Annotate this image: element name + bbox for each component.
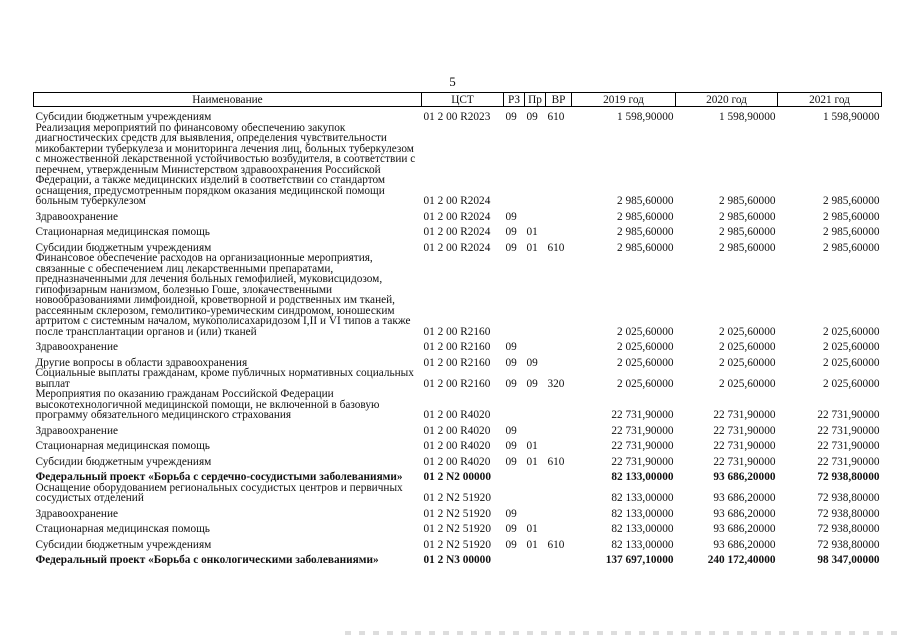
cell-cst: 01 2 00 R4020	[423, 440, 491, 452]
cell-cst: 01 2 N2 51920	[423, 507, 491, 520]
table-row	[34, 238, 882, 254]
cell-vr	[546, 467, 572, 483]
cell-2019: 82 133,00000	[611, 507, 674, 520]
cell-2021: 2 985,60000	[823, 241, 880, 254]
cell-cst: 01 2 00 R2024	[423, 241, 491, 254]
cell-name: Здравоохранение	[35, 424, 119, 437]
cell-2019: 82 133,00000	[611, 538, 674, 551]
cell-name: Федеральный проект «Борьба с онкологическими заболеваниями»	[35, 554, 379, 566]
cell-cst: 01 2 N3 00000	[423, 554, 491, 566]
header-rz: РЗ	[504, 93, 525, 107]
cell-vr	[546, 337, 572, 353]
cell-vr	[546, 550, 572, 566]
table-row	[34, 452, 882, 468]
cell-2020: 2 025,60000	[719, 356, 776, 369]
cell-2021: 2 985,60000	[823, 226, 880, 238]
cell-vr	[546, 222, 572, 238]
cell-name: Здравоохранение	[35, 210, 119, 223]
cell-2021: 22 731,90000	[817, 409, 880, 421]
cell-2019: 82 133,00000	[611, 471, 674, 483]
cell-2019: 2 985,60000	[617, 210, 674, 223]
cell-2019: 22 731,90000	[611, 424, 674, 437]
cell-2020: 93 686,20000	[713, 492, 776, 504]
table-row	[34, 535, 882, 551]
table-row	[34, 483, 882, 504]
cell-name: Субсидии бюджетным учреждениям	[35, 111, 212, 123]
cell-2021: 72 938,80000	[817, 507, 880, 520]
table-row	[34, 504, 882, 520]
cell-pr: 09	[526, 356, 538, 369]
cell-vr	[546, 353, 572, 369]
cell-2020: 93 686,20000	[713, 523, 776, 535]
cell-pr	[525, 550, 546, 566]
header-2020: 2020 год	[676, 93, 778, 107]
cell-2020: 2 985,60000	[719, 210, 776, 223]
header-cst: ЦСТ	[422, 93, 504, 107]
cell-2020: 1 598,90000	[719, 111, 776, 123]
cell-name: Стационарная медицинская помощь	[35, 523, 210, 535]
cell-vr	[546, 436, 572, 452]
cell-name: Реализация мероприятий по финансовому обеспечению закупок диагностических средств для выявления, определения чувствительности микобактерии туберкулеза и мониторинга лечения лиц, больных туберкулезом с множественной лекарственной устойчивостью возбудителя, в соответствии с перечнем, утвержденным Министерством здравоохранения Российской Федерации, а также медицинских изделий в соответствии со стандартом оснащения, предусмотренным порядком оказания медицинской помощи больным туберкулезом	[35, 121, 416, 207]
cell-vr: 320	[547, 377, 565, 390]
cell-rz: 09	[505, 377, 517, 390]
cell-2021: 22 731,90000	[817, 455, 880, 468]
cell-rz: 09	[505, 507, 517, 520]
cell-rz: 09	[505, 341, 517, 353]
cell-vr	[546, 504, 572, 520]
cell-2019: 22 731,90000	[611, 409, 674, 421]
table-row	[34, 207, 882, 223]
cell-rz: 09	[505, 538, 517, 551]
cell-cst: 01 2 00 R2024	[423, 195, 491, 207]
cell-rz: 09	[505, 210, 517, 223]
cell-2019: 2 025,60000	[617, 377, 674, 390]
cell-name: Субсидии бюджетным учреждениям	[35, 241, 212, 254]
cell-2019: 137 697,10000	[605, 554, 674, 566]
cell-2021: 72 938,80000	[817, 523, 880, 535]
cell-pr: 01	[526, 523, 538, 535]
cell-2020: 93 686,20000	[713, 538, 776, 551]
cell-2019: 2 985,60000	[617, 195, 674, 207]
table-row	[34, 222, 882, 238]
cell-2021: 72 938,80000	[817, 538, 880, 551]
table-row	[34, 550, 882, 566]
table-row	[34, 337, 882, 353]
cell-2020: 2 985,60000	[719, 195, 776, 207]
page-number: 5	[449, 74, 456, 89]
cell-2020: 2 985,60000	[719, 241, 776, 254]
cell-pr: 09	[526, 111, 538, 123]
table-header-row	[34, 93, 882, 107]
table-row	[34, 253, 882, 337]
table-row	[34, 436, 882, 452]
cell-name: Стационарная медицинская помощь	[35, 440, 210, 452]
cell-vr	[546, 389, 572, 421]
cell-name: Федеральный проект «Борьба с сердечно-сосудистыми заболеваниями»	[35, 471, 403, 483]
cell-name: Мероприятия по оказанию гражданам Российской Федерации высокотехнологичной медицинской помощи, не включенной в базовую программу обязательного медицинского страхования	[35, 388, 380, 421]
cell-2020: 2 985,60000	[719, 226, 776, 238]
cell-2020: 22 731,90000	[713, 409, 776, 421]
cell-vr: 610	[547, 241, 565, 254]
cell-2020: 2 025,60000	[719, 377, 776, 390]
cell-name: Другие вопросы в области здравоохранения	[35, 356, 248, 369]
cell-name: Здравоохранение	[35, 507, 119, 520]
cell-name: Оснащение оборудованием региональных сосудистых центров и первичных сосудистых отделений	[35, 481, 403, 504]
cell-2020: 93 686,20000	[713, 471, 776, 483]
cell-cst: 01 2 00 R2024	[423, 226, 491, 238]
cell-cst: 01 2 00 R2023	[423, 111, 491, 123]
cell-2021: 1 598,90000	[823, 111, 880, 123]
cell-2021: 72 938,80000	[817, 471, 880, 483]
cell-pr: 01	[526, 538, 538, 551]
table-row	[34, 123, 882, 207]
cell-pr: 01	[526, 440, 538, 452]
cell-rz: 09	[505, 455, 517, 468]
header-vr: ВР	[546, 93, 572, 107]
cell-2019: 2 025,60000	[617, 356, 674, 369]
cell-pr	[525, 123, 546, 207]
cell-pr: 09	[526, 377, 538, 390]
cell-2021: 2 025,60000	[823, 325, 880, 338]
cell-2021: 98 347,00000	[817, 554, 880, 566]
cell-rz	[504, 467, 525, 483]
cell-pr	[525, 467, 546, 483]
cell-2020: 22 731,90000	[713, 424, 776, 437]
table-row	[34, 353, 882, 369]
cell-cst: 01 2 00 R2024	[423, 210, 491, 223]
cell-name: Субсидии бюджетным учреждениям	[35, 538, 212, 551]
cell-pr	[525, 504, 546, 520]
cell-rz	[504, 123, 525, 207]
cell-rz: 09	[505, 111, 517, 123]
cell-cst: 01 2 N2 00000	[423, 471, 491, 483]
cell-vr: 610	[547, 538, 565, 551]
cell-pr	[525, 337, 546, 353]
header-pr: Пр	[525, 93, 546, 107]
cell-rz: 09	[505, 241, 517, 254]
table-row	[34, 368, 882, 389]
cell-cst: 01 2 N2 51920	[423, 538, 491, 551]
budget-table	[33, 92, 882, 566]
cell-cst: 01 2 N2 51920	[423, 523, 491, 535]
cell-2020: 22 731,90000	[713, 455, 776, 468]
cell-2020: 93 686,20000	[713, 507, 776, 520]
cell-cst: 01 2 00 R4020	[423, 424, 491, 437]
cell-2021: 72 938,80000	[817, 492, 880, 504]
cell-rz: 09	[505, 424, 517, 437]
cell-name: Здравоохранение	[35, 341, 119, 353]
cell-2021: 22 731,90000	[817, 424, 880, 437]
cell-2019: 2 025,60000	[617, 341, 674, 353]
cell-name: Субсидии бюджетным учреждениям	[35, 455, 212, 468]
cell-cst: 01 2 00 R2160	[423, 377, 491, 390]
cell-pr	[525, 253, 546, 337]
cell-vr	[546, 519, 572, 535]
table-row	[34, 107, 882, 123]
cell-2019: 82 133,00000	[611, 523, 674, 535]
cell-2019: 2 025,60000	[617, 325, 674, 338]
cell-vr	[546, 483, 572, 504]
table-row	[34, 421, 882, 437]
cell-pr	[525, 389, 546, 421]
cell-2021: 2 025,60000	[823, 377, 880, 390]
cell-2019: 22 731,90000	[611, 455, 674, 468]
cell-rz	[504, 483, 525, 504]
cell-2019: 82 133,00000	[611, 492, 674, 504]
cell-rz	[504, 550, 525, 566]
cell-cst: 01 2 00 R4020	[423, 455, 491, 468]
cell-cst: 01 2 N2 51920	[423, 492, 491, 504]
cell-2021: 2 025,60000	[823, 341, 880, 353]
table-body	[34, 107, 882, 566]
cell-2019: 22 731,90000	[611, 440, 674, 452]
cell-2019: 2 985,60000	[617, 226, 674, 238]
cell-2021: 22 731,90000	[817, 440, 880, 452]
cell-2021: 2 025,60000	[823, 356, 880, 369]
cell-2021: 2 985,60000	[823, 195, 880, 207]
cell-rz: 09	[505, 356, 517, 369]
cell-name: Стационарная медицинская помощь	[35, 226, 210, 238]
cell-2020: 2 025,60000	[719, 341, 776, 353]
cell-rz	[504, 389, 525, 421]
cell-rz	[504, 253, 525, 337]
table-row	[34, 389, 882, 421]
cell-vr	[546, 207, 572, 223]
cell-2020: 22 731,90000	[713, 440, 776, 452]
cell-vr	[546, 421, 572, 437]
cell-vr	[546, 253, 572, 337]
cell-2019: 1 598,90000	[617, 111, 674, 123]
cell-vr: 610	[547, 455, 565, 468]
cell-pr: 01	[526, 226, 538, 238]
cell-pr: 01	[526, 241, 538, 254]
cell-vr: 610	[547, 111, 565, 123]
cell-2021: 2 985,60000	[823, 210, 880, 223]
scan-artifact	[345, 631, 905, 635]
cell-vr	[546, 123, 572, 207]
cell-pr	[525, 421, 546, 437]
cell-2019: 2 985,60000	[617, 241, 674, 254]
header-name: Наименование	[34, 93, 422, 107]
cell-rz: 09	[505, 523, 517, 535]
cell-2020: 240 172,40000	[707, 554, 776, 566]
cell-rz: 09	[505, 440, 517, 452]
cell-pr: 01	[526, 455, 538, 468]
cell-rz: 09	[505, 226, 517, 238]
cell-name: Социальные выплаты гражданам, кроме публичных нормативных социальных выплат	[35, 367, 414, 390]
cell-name: Финансовое обеспечение расходов на организационные мероприятия, связанные с обеспечением лиц лекарственными препаратами, предназначенными для лечения больных гемофилией, муковисцидозом, гипофизарным нанизмом, болезнью Гоше, злокачественными новообразованиями лимфоидной, кроветворной и родственных им тканей, рассеянным склерозом, гемолитико-уремическим синдромом, юношеским артритом с системным началом, мукополисахаридозом I,II и VI типов а также после трансплантации органов и (или) тканей	[35, 252, 411, 338]
cell-cst: 01 2 00 R4020	[423, 409, 491, 421]
cell-pr	[525, 483, 546, 504]
cell-cst: 01 2 00 R2160	[423, 341, 491, 353]
table-row	[34, 467, 882, 483]
table-row	[34, 519, 882, 535]
cell-2020: 2 025,60000	[719, 325, 776, 338]
cell-cst: 01 2 00 R2160	[423, 325, 491, 338]
header-2021: 2021 год	[778, 93, 882, 107]
header-2019: 2019 год	[572, 93, 676, 107]
cell-cst: 01 2 00 R2160	[423, 356, 491, 369]
cell-pr	[525, 207, 546, 223]
